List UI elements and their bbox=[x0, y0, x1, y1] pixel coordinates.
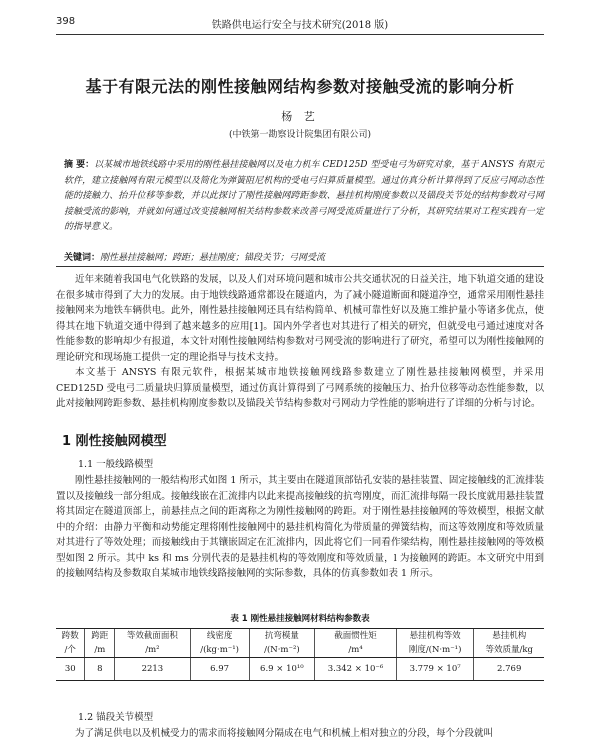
table-cell: 30 bbox=[56, 658, 85, 681]
table-header-row bbox=[56, 629, 544, 644]
table-unit-cell: /个 bbox=[56, 643, 85, 658]
section-paragraph-2: 为了满足供电以及机械受力的需求而将接触网分隔成在电气和机械上相对独立的分段，每个分段就叫 bbox=[75, 728, 494, 739]
table-unit-cell: /m bbox=[85, 643, 115, 658]
table-unit-row bbox=[56, 643, 544, 658]
table-cell: 2.769 bbox=[474, 658, 544, 681]
table-unit-cell: 刚度/(N·m⁻¹) bbox=[396, 643, 474, 658]
abstract-block bbox=[64, 158, 544, 236]
intro-paragraph-2: 本文基于 ANSYS 有限元软件，根据某城市地铁接触网线路参数建立了刚性悬挂接触网模型，并采用 CED125D 受电弓二质量块归算质量模型，通过仿真计算得到了弓网系统的接触压力、抬升位移等动态性能参数，以此对接触网跨距参数、悬挂机构刚度参数以及锚段关节结构参数对弓网动力学性能的影响进行了详细的分析与讨论。 bbox=[56, 367, 544, 409]
table-cell: 2213 bbox=[115, 658, 190, 681]
author-name: 杨 艺 bbox=[281, 110, 319, 123]
table-header-cell: 跨距 bbox=[85, 629, 115, 644]
keywords-label: 关键词： bbox=[64, 253, 101, 263]
table-cell: 8 bbox=[85, 658, 115, 681]
table-header-cell: 悬挂机构等效 bbox=[396, 629, 474, 644]
table-cell: 3.779 × 10⁷ bbox=[396, 658, 474, 681]
table-header-cell: 抗弯模量 bbox=[249, 629, 315, 644]
subsection-heading-2: 1.2 锚段关节模型 bbox=[78, 712, 154, 723]
table-cell: 3.342 × 10⁻⁶ bbox=[315, 658, 397, 681]
section-heading: 1 刚性接触网模型 bbox=[62, 434, 167, 449]
keywords-block bbox=[64, 250, 544, 263]
abstract-text: 以某城市地铁线路中采用的刚性悬挂接触网以及电力机车 CED125D 型受电弓为研究对象，基于 ANSYS 有限元软件，建立接触网有限元模型以及简化为弹簧阻尼机构的受电弓归算质量模型。通过仿真分析计算得到了反应弓网动态性能的接触力、抬升位移等参数，并以此探讨了刚性接触网跨距参数、悬挂机构刚度参数以及锚段关节处的结构参数对弓网接触受流的影响，并就如何通过改变接触网相关结构参数来改善弓网受流质量进行了分析，其研究结果对工程实践有一定的指导意义。 bbox=[64, 160, 544, 232]
table-header-cell: 线密度 bbox=[190, 629, 249, 644]
subsection-heading: 1.1 一般线路模型 bbox=[78, 459, 154, 470]
table-header-cell: 等效截面面积 bbox=[115, 629, 190, 644]
page-number: 398 bbox=[56, 16, 76, 27]
parameter-table bbox=[56, 628, 544, 681]
section-paragraph: 刚性悬挂接触网的一般结构形式如图 1 所示，其主要由在隧道顶部钻孔安装的悬挂装置、固定接触线的汇流排装置以及接触线一部分组成。接触线嵌在汇流排内以此来提高接触线的抗弯刚度，而汇流排每隔一段长度就用悬挂装置将其固定在隧道顶部上，前悬挂点之间的距离称之为刚性接触网的跨距。对于刚性悬挂接触网的等效模型，根据文献中的介绍：由静力平衡和动势能定理将刚性接触网中的悬挂机构简化为带质量的弹簧结构，而这等效刚度和等效质量对其进行了等效处理；而接触线由于其镶嵌固定在汇流排内，因此将它们一同看作梁结构，刚性悬挂接触网的等效模型如图 2 所示。其中 ks 和 ms 分别代表的是悬挂机构的等效刚度和等效质量，l 为接触网的跨距。本文研究中用到的接触网结构及参数取自某城市地铁线路接触网的实际参数，具体的仿真参数如表 1 所示。 bbox=[56, 475, 544, 579]
table-caption: 表 1 刚性悬挂接触网材料结构参数表 bbox=[230, 614, 370, 624]
journal-name: 铁路供电运行安全与技术研究(2018 版) bbox=[211, 20, 389, 31]
abstract-label: 摘 要： bbox=[64, 160, 95, 170]
running-header bbox=[56, 16, 544, 32]
table-header-cell: 截面惯性矩 bbox=[315, 629, 397, 644]
table-unit-cell: /(N·m⁻²) bbox=[249, 643, 315, 658]
paper-title: 基于有限元法的刚性接触网结构参数对接触受流的影响分析 bbox=[85, 77, 515, 96]
table-cell: 6.9 × 10¹⁰ bbox=[249, 658, 315, 681]
table-unit-cell: /m² bbox=[115, 643, 190, 658]
author-affiliation: (中铁第一勘察设计院集团有限公司) bbox=[228, 130, 372, 140]
intro-paragraph-1: 近年来随着我国电气化铁路的发展，以及人们对环境问题和城市公共交通状况的日益关注，地下轨道交通的建设在很多城市得到了大力的发展。由于地铁线路通常都设在隧道内，为了减小隧道断面和隧道净空，通常采用刚性悬挂接触网来为地铁车辆供电。此外，刚性悬挂接触网还具有结构简单、机械可靠性好以及施工维护量小等诸多优点，使得其在地下轨道交通中得到了越来越多的应用[1]。国内外学者也对其进行了相关的研究，但就受电弓通过速度对各性能参数的影响却少有报道，本文针对刚性接触网结构参数对弓网受流的影响进行了研究，希望可以为刚性接触网的理论研究和现场施工提供一定的理论指导与技术支持。 bbox=[56, 274, 544, 363]
keywords-text: 刚性悬挂接触网；跨距；悬挂刚度；锚段关节；弓网受流 bbox=[100, 253, 326, 263]
table-row bbox=[56, 658, 544, 681]
table-unit-cell: /(kg·m⁻¹) bbox=[190, 643, 249, 658]
table-cell: 6.97 bbox=[190, 658, 249, 681]
table-header-cell: 跨数 bbox=[56, 629, 85, 644]
table-unit-cell: 等效质量/kg bbox=[474, 643, 544, 658]
table-header-cell: 悬挂机构 bbox=[474, 629, 544, 644]
keywords-divider bbox=[56, 266, 544, 267]
header-divider bbox=[56, 34, 544, 35]
table-unit-cell: /m⁴ bbox=[315, 643, 397, 658]
